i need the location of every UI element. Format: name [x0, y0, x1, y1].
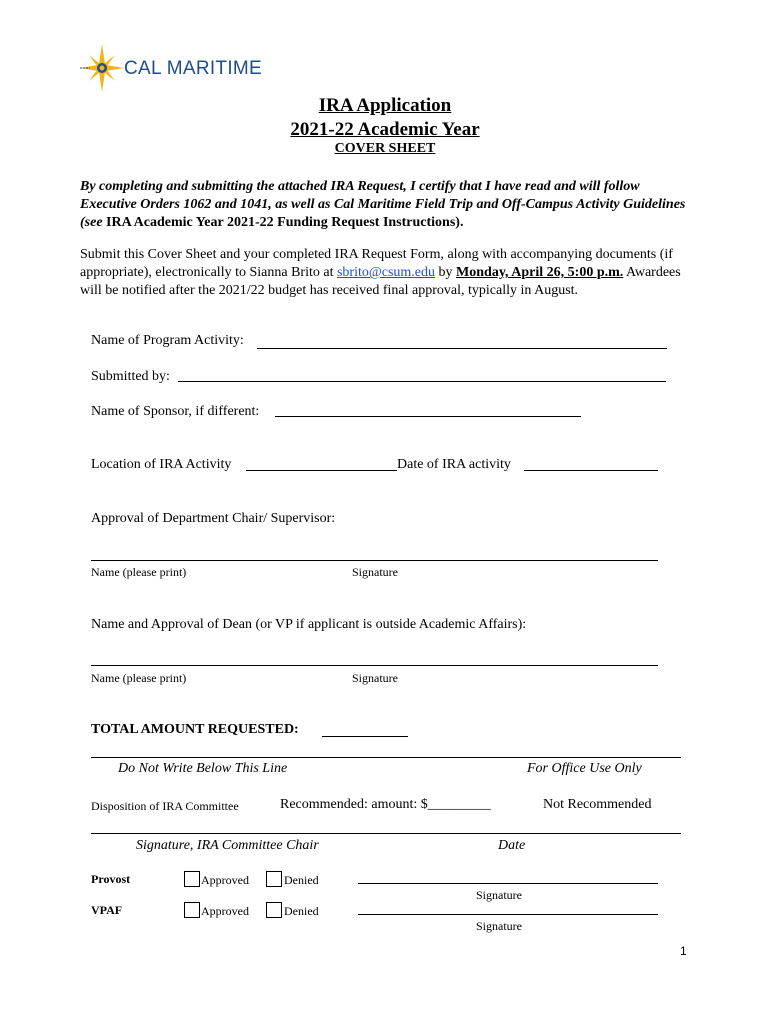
recommended-amount: Recommended: amount: $_________ [280, 797, 491, 812]
total-amount-field[interactable] [322, 736, 408, 737]
logo-text: CAL MARITIME [124, 58, 263, 79]
approval-chair-label: Approval of Department Chair/ Supervisor: [91, 511, 336, 526]
cert-instructions-ref: IRA Academic Year 2021-22 Funding Request Instructions). [106, 215, 464, 230]
disposition-label: Disposition of IRA Committee [91, 799, 239, 813]
deadline: Monday, April 26, 5:00 p.m. [456, 265, 624, 280]
chair-signature-label: Signature, IRA Committee Chair [136, 838, 319, 853]
submitted-by-label: Submitted by: [91, 369, 170, 384]
provost-approved-checkbox[interactable] [184, 871, 200, 887]
do-not-write-label: Do Not Write Below This Line [118, 761, 288, 776]
page-title: IRA Application [318, 95, 452, 116]
date-label: Date of IRA activity [397, 457, 511, 472]
vpaf-approved-label: Approved [201, 904, 249, 918]
program-activity-field[interactable] [257, 348, 667, 349]
provost-signature-field[interactable] [358, 883, 658, 884]
cover-sheet-subtitle: COVER SHEET [334, 141, 436, 156]
instr-part1: Submit this Cover Sheet and your completed IRA Request Form, along with accompanying documents (if appropriate), electronically to Sianna Brito at [80, 247, 673, 280]
program-activity-label: Name of Program Activity: [91, 333, 244, 348]
provost-denied-checkbox[interactable] [266, 871, 282, 887]
dean-name-print: Name (please print) [91, 671, 187, 685]
certification-text [80, 178, 695, 232]
submit-instructions [80, 246, 695, 300]
location-field[interactable] [246, 470, 397, 471]
provost-signature-label: Signature [476, 888, 522, 902]
compass-star-icon [80, 44, 126, 92]
not-recommended: Not Recommended [543, 797, 652, 812]
vpaf-denied-checkbox[interactable] [266, 902, 282, 918]
chair-signature: Signature [352, 565, 398, 579]
sponsor-field[interactable] [275, 416, 581, 417]
approval-chair-field[interactable] [91, 560, 658, 561]
office-date-label: Date [498, 838, 526, 853]
office-use-label: For Office Use Only [527, 761, 642, 776]
sponsor-label: Name of Sponsor, if different: [91, 404, 260, 419]
vpaf-signature-field[interactable] [358, 914, 658, 915]
vpaf-signature-label: Signature [476, 919, 522, 933]
vpaf-approved-checkbox[interactable] [184, 902, 200, 918]
page-number: 1 [680, 944, 687, 958]
email-link[interactable]: sbrito@csum.edu [336, 265, 436, 280]
approval-dean-label: Name and Approval of Dean (or VP if applicant is outside Academic Affairs): [91, 617, 527, 632]
provost-denied-label: Denied [284, 873, 319, 887]
cert-part1: By completing and submitting the attached IRA Request, I certify that I have read and will follow Executive Orders 1062 and 1041, as well as Cal Maritime Field Trip and Off-Campus Activity Guidelines (see [80, 179, 686, 230]
date-field[interactable] [524, 470, 658, 471]
provost-label: Provost [91, 872, 131, 886]
submitted-by-field[interactable] [178, 381, 666, 382]
instr-part3: Awardees will be notified after the 2021/22 budget has received final approval, typically in August. [80, 265, 681, 298]
dean-signature: Signature [352, 671, 398, 685]
office-divider-bottom [91, 833, 681, 834]
office-divider-top [91, 757, 681, 758]
location-label: Location of IRA Activity [91, 457, 232, 472]
vpaf-label: VPAF [91, 903, 123, 917]
academic-year: 2021-22 Academic Year [290, 119, 480, 140]
chair-name-print: Name (please print) [91, 565, 187, 579]
approval-dean-field[interactable] [91, 665, 658, 666]
total-amount-label: TOTAL AMOUNT REQUESTED: [91, 722, 299, 737]
instr-part2: by [435, 265, 457, 280]
vpaf-denied-label: Denied [284, 904, 319, 918]
provost-approved-label: Approved [201, 873, 249, 887]
